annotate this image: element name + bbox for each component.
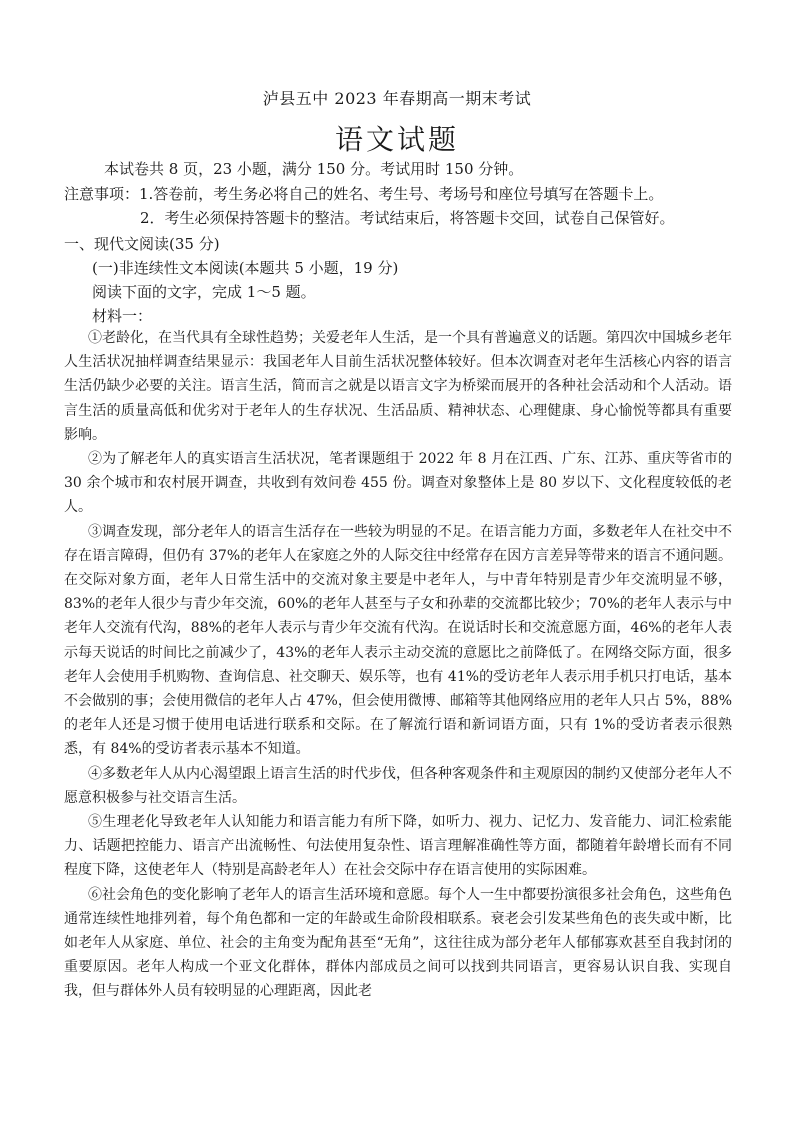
paragraph: ⑤生理老化导致老年人认知能力和语言能力有所下降，如听力、视力、记忆力、发音能力、词汇检索能力、话题把控能力、语言产出流畅性、句法使用复杂性、语言理解准确性等方面，都随着年龄增长而有不同程度下降，这使老年人（特别是高龄老年人）在社会交际中存在语言使用的实际困难。: [64, 814, 732, 879]
subsection-heading: (一)非连续性文本阅读(本题共 5 小题，19 分): [92, 259, 399, 277]
material-body: [64, 326, 732, 1004]
reading-instruction: 阅读下面的文字，完成 1～5 题。: [92, 283, 316, 301]
paragraph: ③调查发现，部分老年人的语言生活存在一些较为明显的不足。在语言能力方面，多数老年人在社交中不存在语言障碍，但仍有 37%的老年人在家庭之外的人际交往中经常存在因方言差异等带来的语言不通问题。在交际对象方面，老年人日常生活中的交流对象主要是中老年人，与中青年特别是青少年交流明显不够，83%的老年人很少与青少年交流，60%的老年人甚至与子女和孙辈的交流都比较少；70%的老年人表示与中老年人交流有代沟，88%的老年人表示与青少年交流有代沟。在说话时长和交流意愿方面，46%的老年人表示每天说话的时间比之前减少了，43%的老年人表示主动交流的意愿比之前降低了。在网络交际方面，很多老年人会使用手机购物、查询信息、社交聊天、娱乐等，也有 41%的受访老年人表示用手机只打电话，基本不会做别的事；会使用微信的老年人占 47%，但会使用微博、邮箱等其他网络应用的老年人只占 5%，88%的老年人还是习惯于使用电话进行联系和交际。在了解流行语和新词语方面，只有 1%的受访者表示很熟悉，有 84%的受访者表示基本不知道。: [64, 523, 732, 758]
material-label: 材料一：: [92, 307, 153, 325]
paragraph: ④多数老年人从内心渴望跟上语言生活的时代步伐，但各种客观条件和主观原因的制约又使部分老年人不愿意积极参与社交语言生活。: [64, 765, 732, 806]
section-heading: 一、现代文阅读(35 分): [64, 235, 220, 253]
paragraph: ②为了解老年人的真实语言生活状况，笔者课题组于 2022 年 8 月在江西、广东、江苏、重庆等省市的 30 余个城市和农村展开调查，共收到有效问卷 455 份。调查对象整体上是 80 岁以下、文化程度较低的老人。: [64, 451, 732, 516]
exam-school-line: 泸县五中 2023 年春期高一期末考试: [262, 89, 532, 108]
page-title: 语文试题: [334, 123, 459, 156]
notice-item-1: 注意事项：1.答卷前，考生务必将自己的姓名、考生号、考场号和座位号填写在答题卡上。: [64, 185, 664, 203]
paragraph: ⑥社会角色的变化影响了老年人的语言生活环境和意愿。每个人一生中都要扮演很多社会角色，这些角色通常连续性地排列着，每个角色都和一定的年龄或生命阶段相联系。衰老会引发某些角色的丧失或中断，比如老年人从家庭、单位、社会的主角变为配角甚至“无角”，这往往成为部分老年人郁郁寡欢甚至自我封闭的重要原因。老年人构成一个亚文化群体，群体内部成员之间可以找到共同语言，更容易认识自我、实现自我，但与群体外人员有较明显的心理距离，因此老: [64, 886, 732, 1000]
notice-item-2: 2．考生必须保持答题卡的整洁。考试结束后，将答题卡交回，试卷自己保管好。: [140, 209, 675, 227]
exam-intro: 本试卷共 8 页，23 小题，满分 150 分。考试用时 150 分钟。: [104, 160, 524, 178]
paragraph: ①老龄化，在当代具有全球性趋势；关爱老年人生活，是一个具有普遍意义的话题。第四次中国城乡老年人生活状况抽样调查结果显示：我国老年人目前生活状况整体较好。但本次调查对老年生活核心内容的语言生活仍缺少必要的关注。语言生活，简而言之就是以语言文字为桥梁而展开的各种社会活动和个人活动。语言生活的质量高低和优劣对于老年人的生存状况、生活品质、精神状态、心理健康、身心愉悦等都具有重要影响。: [64, 330, 732, 443]
